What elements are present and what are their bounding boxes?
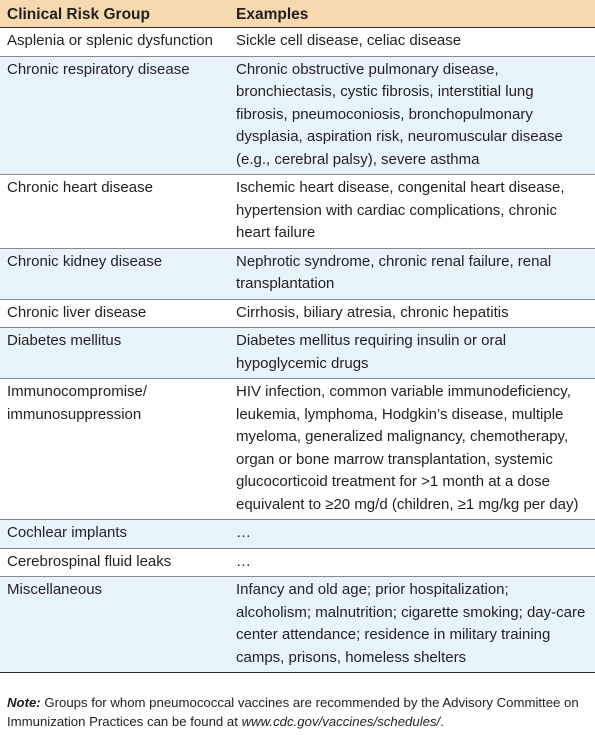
table-row — [0, 56, 595, 175]
examples-cell: Infancy and old age; prior hospitalization; alcoholism; malnutrition; cigarette smoking; day-care center attendance; residence in military training camps, prisons, homeless shelters — [229, 577, 595, 673]
note-label: Note: — [7, 695, 41, 710]
header-examples: Examples — [229, 0, 595, 28]
examples-cell: Chronic obstructive pulmonary disease, bronchiectasis, cystic fibrosis, interstitial lung fibrosis, pneumoconiosis, bronchopulmonary dysplasia, aspiration risk, neuromuscular disease (e.g., cerebral palsy), severe asthma — [229, 56, 595, 175]
table-header — [0, 0, 595, 28]
risk-group-cell: Miscellaneous — [0, 577, 229, 673]
examples-cell: Cirrhosis, biliary atresia, chronic hepatitis — [229, 299, 595, 328]
examples-cell: Ischemic heart disease, congenital heart disease, hypertension with cardiac complications, chronic heart failure — [229, 175, 595, 249]
examples-cell: Sickle cell disease, celiac disease — [229, 28, 595, 57]
risk-group-cell: Cochlear implants — [0, 520, 229, 549]
note-url: www.cdc.gov/vaccines/schedules/ — [241, 713, 441, 729]
risk-group-cell: Cerebrospinal fluid leaks — [0, 548, 229, 577]
table-footnote — [7, 694, 592, 731]
examples-cell: … — [229, 520, 595, 549]
table-row — [0, 520, 595, 549]
examples-cell: Diabetes mellitus requiring insulin or oral hypoglycemic drugs — [229, 328, 595, 379]
risk-group-cell: Chronic kidney disease — [0, 248, 229, 299]
table-row — [0, 548, 595, 577]
risk-group-cell: Diabetes mellitus — [0, 328, 229, 379]
risk-group-cell: Immunocompromise/ immunosuppression — [0, 379, 229, 520]
table-row — [0, 328, 595, 379]
risk-group-cell: Chronic liver disease — [0, 299, 229, 328]
table-row — [0, 379, 595, 520]
table-row — [0, 577, 595, 673]
risk-group-cell: Asplenia or splenic dysfunction — [0, 28, 229, 57]
header-row — [0, 0, 595, 28]
examples-cell: Nephrotic syndrome, chronic renal failure, renal transplantation — [229, 248, 595, 299]
examples-cell: … — [229, 548, 595, 577]
table-body — [0, 28, 595, 673]
risk-group-cell: Chronic heart disease — [0, 175, 229, 249]
table-row — [0, 175, 595, 249]
note-end: . — [440, 713, 444, 729]
risk-group-cell: Chronic respiratory disease — [0, 56, 229, 175]
table-row — [0, 299, 595, 328]
header-clinical-risk-group: Clinical Risk Group — [0, 0, 229, 28]
examples-cell: HIV infection, common variable immunodeficiency, leukemia, lymphoma, Hodgkin’s disease, multiple myeloma, generalized malignancy, chemotherapy, organ or bone marrow transplantation, systemic glucocorticoid treatment for >1 month at a dose equivalent to ≥20 mg/d (children, ≥1 mg/kg per day) — [229, 379, 595, 520]
table-row — [0, 28, 595, 57]
note-text: Groups for whom pneumococcal vaccines are recommended by the Advisory Committee on Immunization Practices can be found at — [7, 695, 579, 729]
table-row — [0, 248, 595, 299]
